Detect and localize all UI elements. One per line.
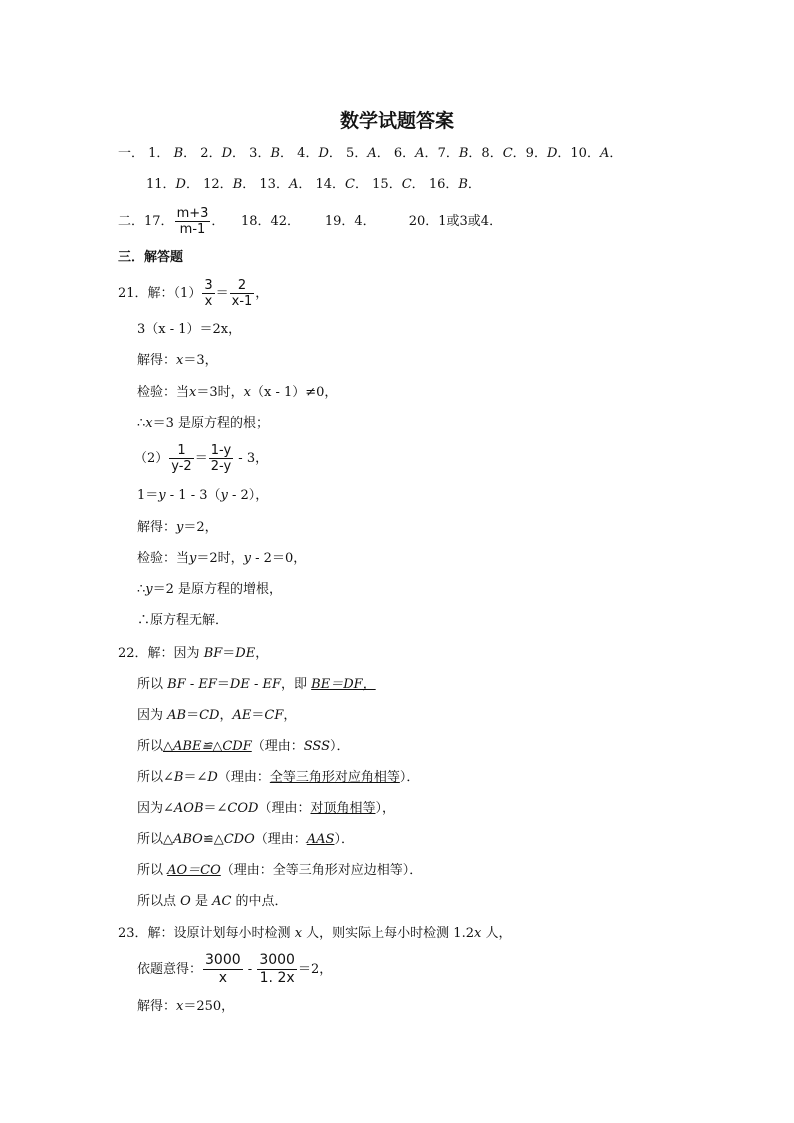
choice-answer: 4．D． <box>297 146 342 161</box>
choice-answer: 14．C． <box>315 177 369 192</box>
choice-answer: 7．B． <box>437 146 482 161</box>
q22-line-8: 所以 AO＝CO（理由：全等三角形对应边相等）． <box>137 863 423 878</box>
q17-end: ． <box>211 214 225 229</box>
filled-blank: BE＝DF， <box>311 677 376 692</box>
fraction <box>257 952 297 987</box>
q21-line-1 <box>118 276 268 312</box>
equals-sign: ＝ <box>194 451 208 466</box>
minus-sign: - <box>243 962 257 977</box>
fraction-numerator: m+3 <box>176 206 209 221</box>
fraction-denominator: 1. 2x <box>259 970 295 986</box>
fraction-denominator: x <box>204 294 213 309</box>
expression-tail: - 3， <box>234 451 269 466</box>
q21-line-11: ∴原方程无解． <box>137 613 229 628</box>
choice-answer: 5．A． <box>346 146 390 161</box>
section-3-heading: 三．解答题 <box>118 250 184 265</box>
fraction-denominator: x <box>218 970 227 986</box>
choice-answer: 8．C． <box>481 146 526 161</box>
choice-answer: 6．A． <box>393 146 438 161</box>
q21-line-9: 检验：当y＝2时，y - 2＝0， <box>137 551 307 566</box>
q22-line-3: 因为 AB＝CD，AE＝CF， <box>137 708 297 723</box>
q17-fraction <box>175 206 211 237</box>
q21-line-10: ∴y＝2 是原方程的增根， <box>137 582 283 597</box>
q19-answer: 19．4． <box>324 214 376 229</box>
section-label: 二． <box>118 214 145 229</box>
equation-tail: ＝2， <box>297 962 333 977</box>
fraction <box>230 278 255 309</box>
q18-answer: 18．42． <box>240 214 301 229</box>
section-1-row-1 <box>118 145 622 163</box>
q23-line-3: 解得：x＝250， <box>137 999 235 1014</box>
choice-answer: 15．C． <box>372 177 425 192</box>
choice-answer: 12．B． <box>203 177 256 192</box>
fraction-numerator: 2 <box>230 278 255 294</box>
choice-answer: 2．D． <box>200 146 246 161</box>
fraction-numerator: 3 <box>204 278 213 293</box>
fraction-numerator: 1-y <box>210 443 232 458</box>
section-1-row-2 <box>146 176 481 194</box>
fraction-denominator: x-1 <box>231 294 253 309</box>
fraction <box>169 443 193 474</box>
page-title: 数学试题答案 <box>339 110 454 132</box>
q23-line-2 <box>137 950 332 990</box>
equation-label: 依题意得： <box>137 962 203 977</box>
q21-line-6 <box>134 441 268 477</box>
q22-line-1: 22．解：因为 BF＝DE， <box>118 646 269 661</box>
q20-answer: 20．1或3或4． <box>408 214 503 229</box>
q21-line-8: 解得：y＝2， <box>137 520 218 535</box>
choice-answer: 10．A． <box>570 146 623 161</box>
choice-answer: 3．B． <box>249 146 294 161</box>
choice-answer: 16．B． <box>428 177 481 192</box>
choice-answer: 1． B． <box>148 146 197 161</box>
equals-sign: ＝ <box>215 286 229 301</box>
q22-line-5: 所以∠B＝∠D（理由：全等三角形对应角相等）． <box>137 770 420 785</box>
part-label: （2） <box>134 451 169 466</box>
q21-line-4: 检验：当x＝3时，x（x - 1）≠0， <box>137 385 338 400</box>
filled-blank: 全等三角形对应角相等 <box>269 770 400 785</box>
fraction-numerator: 3000 <box>259 952 295 968</box>
q21-line-7: 1＝y - 1 - 3（y - 2）， <box>137 488 269 503</box>
q23-line-1: 23．解：设原计划每小时检测 x 人，则实际上每小时检测 1.2x 人， <box>118 926 512 941</box>
fraction-denominator: m-1 <box>179 222 206 237</box>
q22-line-9: 所以点 O 是 AC 的中点． <box>137 894 288 909</box>
fraction <box>203 952 243 987</box>
filled-blank: 对顶角相等 <box>310 801 376 816</box>
choice-answer: 9．D． <box>525 146 571 161</box>
filled-blank: AAS <box>306 832 335 847</box>
punctuation: ， <box>255 286 269 301</box>
fraction-numerator: 1 <box>169 443 193 459</box>
fraction <box>209 443 233 474</box>
q21-line-5: ∴x＝3 是原方程的根； <box>137 416 270 431</box>
q17-number: 17． <box>144 214 174 229</box>
section-label: 一． <box>118 146 145 161</box>
q21-line-3: 解得：x＝3， <box>137 353 218 368</box>
q22-line-2: 所以 BF - EF＝DE - EF，即 BE＝DF， <box>137 677 376 692</box>
filled-blank: AO＝CO <box>167 863 221 878</box>
section-2-row <box>118 204 502 240</box>
fraction-denominator: 2-y <box>210 459 232 474</box>
q22-line-7: 所以△ABO≌△CDO（理由：AAS）． <box>137 832 354 847</box>
q21-line-2: 3（x - 1）＝2x， <box>137 322 242 337</box>
fraction <box>202 278 214 309</box>
q21-head: 21．解：（1） <box>118 286 202 301</box>
fraction-denominator: y-2 <box>171 459 192 474</box>
q22-line-6: 因为∠AOB＝∠COD（理由：对顶角相等）， <box>137 801 395 816</box>
choice-answer: 11．D． <box>146 177 199 192</box>
q22-line-4: 所以△ABE≌△CDF（理由：SSS）． <box>137 739 350 754</box>
fraction-numerator: 3000 <box>205 952 241 968</box>
filled-blank: △ABE≌△CDF <box>163 739 252 754</box>
choice-answer: 13．A． <box>259 177 312 192</box>
